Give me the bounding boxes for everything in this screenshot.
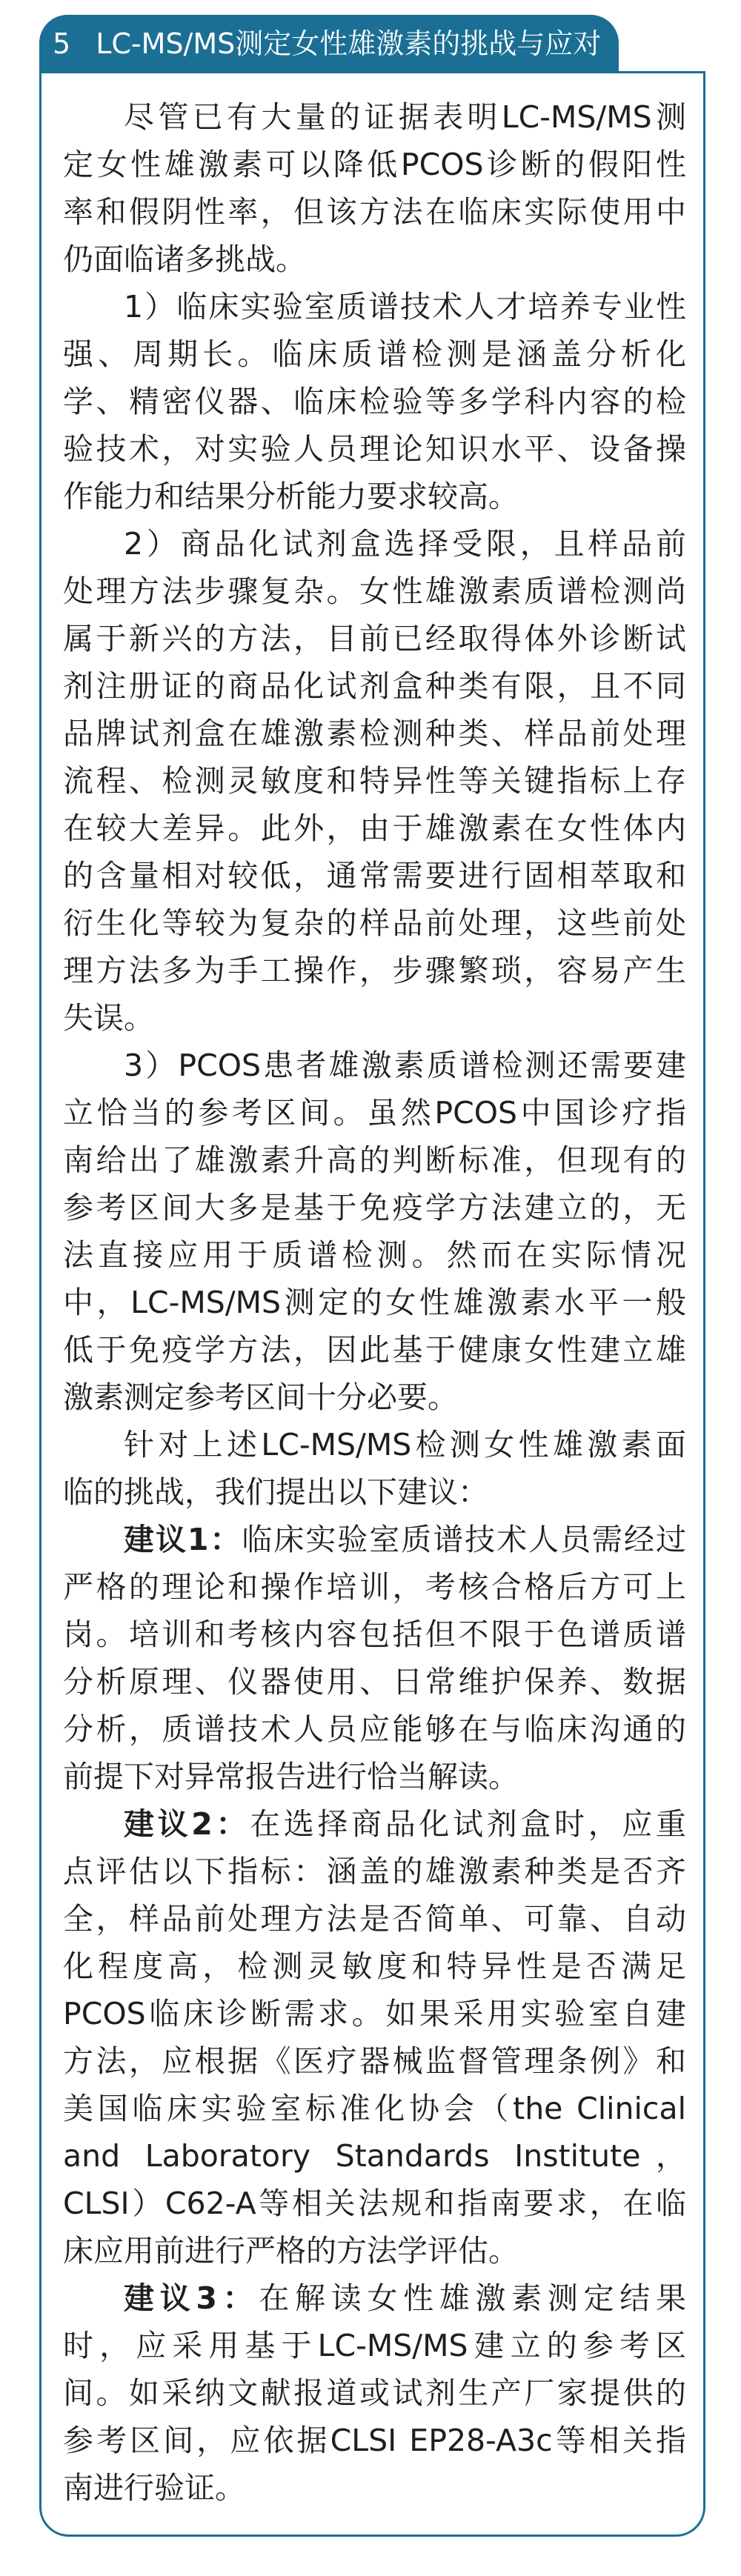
- text-line: [63, 520, 686, 568]
- line-text: 临床实验室质谱技术人员需经过: [242, 1522, 686, 1557]
- text-line: [63, 710, 686, 757]
- text-line: [63, 1136, 686, 1184]
- text-line: [63, 994, 686, 1042]
- text-line: [63, 2180, 686, 2227]
- line-text: 立恰当的参考区间。虽然PCOS中国诊疗指: [63, 1095, 686, 1131]
- line-text: 品牌试剂盒在雄激素检测种类、样品前处理: [63, 716, 686, 751]
- paragraph: [63, 1800, 686, 2274]
- text-line: [63, 425, 686, 473]
- text-line: [63, 2369, 686, 2417]
- line-text: 化程度高，检测灵敏度和特异性是否满足: [63, 1948, 686, 1984]
- line-text: 的含量相对较低，通常需要进行固相萃取和: [63, 858, 686, 893]
- section-number: 5: [53, 27, 71, 60]
- line-text: 美国临床实验室标准化协会（the Clinical: [63, 2091, 686, 2126]
- text-line: [63, 2227, 686, 2274]
- text-line: [63, 2037, 686, 2085]
- line-text: 全，样品前处理方法是否简单、可靠、自动: [63, 1901, 686, 1937]
- line-text: 参考区间大多是基于免疫学方法建立的，无: [63, 1190, 686, 1225]
- paragraph: [63, 1421, 686, 1516]
- text-line: [63, 947, 686, 994]
- text-line: [63, 1753, 686, 1800]
- text-line: [63, 2464, 686, 2512]
- line-text: 尽管已有大量的证据表明LC-MS/MS测: [124, 99, 686, 135]
- text-line: [63, 1800, 686, 1848]
- text-line: [63, 1231, 686, 1279]
- text-line: [63, 1943, 686, 1990]
- text-line: [63, 1895, 686, 1943]
- line-text: 前提下对异常报告进行恰当解读。: [63, 1759, 519, 1794]
- text-line: [63, 1184, 686, 1231]
- paragraph: [63, 283, 686, 520]
- text-line: [63, 2132, 686, 2180]
- text-line: [63, 378, 686, 425]
- paragraph: [63, 93, 686, 283]
- text-line: [63, 899, 686, 947]
- line-text: 强、周期长。临床质谱检测是涵盖分析化: [63, 336, 686, 372]
- line-text: 仍面临诸多挑战。: [63, 242, 306, 277]
- text-line: [63, 805, 686, 852]
- line-text: 南给出了雄激素升高的判断标准，但现有的: [63, 1142, 686, 1178]
- line-text: 衍生化等较为复杂的样品前处理，这些前处: [63, 905, 686, 941]
- recommendation-label: 建议3：: [124, 2280, 259, 2316]
- line-text: 2）商品化试剂盒选择受限，且样品前: [124, 526, 686, 562]
- line-text: 床应用前进行严格的方法学评估。: [63, 2233, 519, 2269]
- line-text: 严格的理论和操作培训，考核合格后方可上: [63, 1569, 686, 1605]
- text-line: [63, 1563, 686, 1611]
- section-body-box: [39, 71, 705, 2537]
- line-text: 岗。培训和考核内容包括但不限于色谱质谱: [63, 1617, 686, 1652]
- line-text: 激素测定参考区间十分必要。: [63, 1379, 458, 1415]
- line-text: 低于免疫学方法，因此基于健康女性建立雄: [63, 1332, 686, 1368]
- paragraph: [63, 520, 686, 1042]
- text-line: [63, 1326, 686, 1374]
- line-text: 分析原理、仪器使用、日常维护保养、数据: [63, 1664, 686, 1700]
- line-text: 验技术，对实验人员理论知识水平、设备操: [63, 431, 686, 467]
- line-text: 处理方法步骤复杂。女性雄激素质谱检测尚: [63, 573, 686, 609]
- line-text: CLSI）C62-A等相关法规和指南要求，在临: [63, 2186, 686, 2221]
- text-line: [63, 1848, 686, 1895]
- line-text: 间。如采纳文献报道或试剂生产厂家提供的: [63, 2375, 686, 2411]
- line-text: 作能力和结果分析能力要求较高。: [63, 479, 519, 514]
- text-line: [63, 1611, 686, 1658]
- line-text: 3）PCOS患者雄激素质谱检测还需要建: [124, 1048, 686, 1083]
- text-line: [63, 2274, 686, 2322]
- line-text: 时，应采用基于LC-MS/MS建立的参考区: [63, 2328, 686, 2363]
- line-text: 点评估以下指标：涵盖的雄激素种类是否齐: [63, 1854, 686, 1889]
- text-line: [63, 1279, 686, 1326]
- line-text: 法直接应用于质谱检测。然而在实际情况: [63, 1237, 686, 1273]
- text-line: [63, 757, 686, 805]
- text-line: [63, 236, 686, 283]
- line-text: 失误。: [63, 1000, 154, 1036]
- text-line: [63, 1990, 686, 2037]
- text-line: [63, 330, 686, 378]
- paragraph: [63, 1042, 686, 1421]
- text-line: [63, 852, 686, 899]
- text-line: [63, 1374, 686, 1421]
- paragraph: [63, 1516, 686, 1800]
- text-line: [63, 473, 686, 520]
- text-line: [63, 1468, 686, 1516]
- line-text: 率和假阴性率，但该方法在临床实际使用中: [63, 194, 686, 230]
- text-line: [63, 615, 686, 662]
- line-text: 流程、检测灵敏度和特异性等关键指标上存: [63, 763, 686, 799]
- text-line: [63, 662, 686, 710]
- line-text: 在选择商品化试剂盒时，应重: [250, 1806, 686, 1842]
- text-line: [63, 2322, 686, 2369]
- recommendation-label: 建议2：: [124, 1806, 250, 1842]
- line-text: and Laboratory Standards Institute，: [63, 2138, 686, 2174]
- text-line: [63, 93, 686, 141]
- line-text: 1）临床实验室质谱技术人才培养专业性: [124, 289, 686, 325]
- line-text: 学、精密仪器、临床检验等多学科内容的检: [63, 384, 686, 419]
- text-line: [63, 568, 686, 615]
- line-text: 属于新兴的方法，目前已经取得体外诊断试: [63, 621, 686, 656]
- text-line: [63, 1089, 686, 1136]
- line-text: 临的挑战，我们提出以下建议：: [63, 1474, 488, 1510]
- recommendation-label: 建议1：: [124, 1522, 242, 1557]
- line-text: 方法，应根据《医疗器械监督管理条例》和: [63, 2043, 686, 2079]
- text-line: [63, 141, 686, 188]
- line-text: 剂注册证的商品化试剂盒种类有限，且不同: [63, 668, 686, 704]
- text-line: [63, 1421, 686, 1468]
- line-text: 参考区间，应依据CLSI EP28-A3c等相关指: [63, 2423, 686, 2458]
- line-text: 针对上述LC-MS/MS检测女性雄激素面: [124, 1427, 686, 1462]
- line-text: 理方法多为手工操作，步骤繁琐，容易产生: [63, 953, 686, 988]
- text-line: [63, 188, 686, 236]
- text-line: [63, 1516, 686, 1563]
- section-header-tab: [39, 15, 619, 73]
- text-line: [63, 2085, 686, 2132]
- section-title: LC-MS/MS测定女性雄激素的挑战与应对: [96, 27, 602, 60]
- text-line: [63, 1658, 686, 1705]
- line-text: 在解读女性雄激素测定结果: [259, 2280, 686, 2316]
- article-content: [63, 93, 686, 2512]
- text-line: [63, 1042, 686, 1089]
- paragraph: [63, 2274, 686, 2512]
- text-line: [63, 2417, 686, 2464]
- line-text: 中，LC-MS/MS测定的女性雄激素水平一般: [63, 1285, 686, 1320]
- line-text: 定女性雄激素可以降低PCOS诊断的假阳性: [63, 147, 686, 182]
- text-line: [63, 1705, 686, 1753]
- line-text: 分析，质谱技术人员应能够在与临床沟通的: [63, 1711, 686, 1747]
- line-text: 南进行验证。: [63, 2470, 245, 2506]
- line-text: 在较大差异。此外，由于雄激素在女性体内: [63, 811, 686, 846]
- line-text: PCOS临床诊断需求。如果采用实验室自建: [63, 1996, 686, 2031]
- text-line: [63, 283, 686, 330]
